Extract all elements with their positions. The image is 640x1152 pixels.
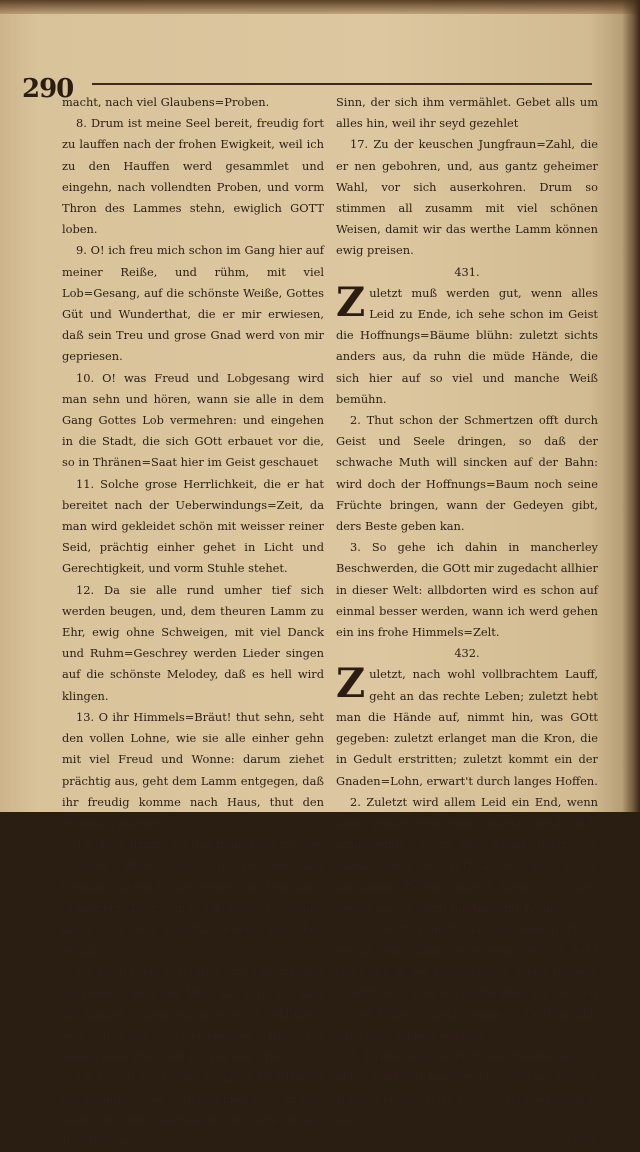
verse-10: 10. O! was Freud und Lobgesang wird man sehn und hören, wann sie alle in dem Gang Gottes Lob vermehren: und eingehen in die Stadt, die sich GOtt erbauet vor die, so in Thränen=Saat hier im Geist geschauet: [62, 370, 324, 470]
page-top-edge: [0, 0, 640, 14]
first-verse-text: uletzt muß werden gut, wenn alles Leid zu Ende, ich sehe schon im Geist die Hoffnungs=Bäume blühn: zuletzt sichts anders aus, da ruhn die müde Hände, die sich hier auf so viel und manche Weiß bemühn.: [336, 285, 598, 406]
hymn-verse: 2. Thut schon der Schmertzen offt durch Geist und Seele dringen, so daß der schwache Muth will sincken auf der Bahn: wird doch der Hoffnungs=Baum noch seine Früchte bringen, wann der Gedeyen gibt, ders Beste geben kan.: [336, 413, 598, 534]
verse-12: 12. Da sie alle rund umher tief sich werden beugen, und, dem theuren Lamm zu Ehr, ewig ohne Schweigen, mit viel Danck und Ruhm=Geschrey werden Lieder singen auf die schönste Melodey, daß es hell wird klingen.: [62, 582, 324, 703]
right-column: [336, 92, 598, 1152]
hymn-first-verse: [336, 660, 598, 791]
book-gutter: [622, 0, 640, 812]
page-number: 290: [22, 74, 74, 104]
hymn-verse: 3. So gehe ich dahin in mancherley Beschwerden, die GOtt mir zugedacht allhier in dieser Welt: allbdorten wird es schon auf einmal besser werden, wann ich werd gehen ein ins frohe Himmels=Zelt.: [336, 540, 598, 640]
drop-capital: Z: [336, 278, 366, 326]
hymn-verse: 2. Zuletzt wird allem Leid ein End, wenn lang genug gestritten; zuletzt wird alles umgewendt, wenn alle Feind bestritten: zuletzt sieht es gantz anders aus, als in betrübten Zeiten; zuletzt theilt GOtt den Segen aus, u. lohnt mit tausend Freude: [336, 794, 598, 915]
hymn-verse: 4. Drum muß die Hoffnung bleiben fest in allem Leid und Jammer, hier sind wir fremde Wander=Gäst, dort ist die Ruhe=Kammer: der: [336, 1049, 598, 1127]
verse-continuation: macht, nach viel Glaubens=Proben.: [62, 95, 270, 109]
verse-15: 15. Haltet den verlobten Sinn jungfräulich im Gehen: geht der Welt das thre hin, daß ihr könnet stehen, wann sie euch verführen will durch ihr Lock=Geberden. Habt vor Augen euer Ziel, weil ihr von der Erden: [62, 964, 324, 1064]
verse-8: 8. Drum ist meine Seel bereit, freudig fort zu lauffen nach der frohen Ewigkeit, weil ich zu den Hauffen werd gesammlet und eingehn, nach vollendten Proben, und vorm Thron des Lammes stehn, ewiglich GOTT loben.: [62, 116, 324, 237]
verse-11: 11. Solche grose Herrlichkeit, die er hat bereitet nach der Ueberwindungs=Zeit, da man wird gekleidet schön mit weisser reiner Seid, prächtig einher gehet in Licht und Gerechtigkeit, und vorm Stuhle stehet.: [62, 476, 324, 576]
verse-continuation: Sinn, der sich ihm vermählet. Gebet alls um alles hin, weil ihr seyd gezehlet: [336, 95, 598, 131]
verse-14: 14. Und stimmt an das neue Lied mit viel schönen Weisen, thut in Hertzen und Gemüth unsern König preisen mit sehr hoch erhabnem Thon, und mit hellem Schalle, damit ihm, dem Jungfraun=Sohn, euer Lob gefalle.: [62, 837, 324, 958]
hymn-431: [336, 262, 598, 644]
first-verse-text: uletzt, nach wohl vollbrachtem Lauff, geht an das rechte Leben; zuletzt hebt man die Hände auf, nimmt hin, was GOtt gegeben: zuletzt erlanget man die Kron, die in Gedult erstritten; zuletzt kommt ein der Gnaden=Lohn, erwart't durch langes Hoffen.: [336, 667, 598, 788]
hymn-first-verse: [336, 278, 598, 410]
hymn-432: [336, 643, 598, 1131]
hymn-verse: 3. Zuletzt kommt man zu seinem Theil, ererbt, was lang verheissen; zuletzt wird GOtt uns in der Eil aus allem Elend reissen. Zuletzt sieht man ein andre Welt, als hier auf dieser Erden. Zuletzt, wann es GOtt gefällt, wird alles anders werden.: [336, 921, 598, 1042]
catchword: Jam=: [566, 1133, 598, 1148]
left-column: [62, 92, 324, 1152]
hymn-number: 431.: [454, 264, 480, 279]
verse-16: 16. Durch des reinen Lammes Blut theuer ausgekauffet: das muß kommen euch zu gut, wann ihr ihm nachlauffet in dem reinen Jungfraun=: [62, 1070, 324, 1148]
hymn-number: 432.: [454, 646, 480, 661]
drop-capital: Z: [336, 660, 366, 708]
verse-17: 17. Zu der keuschen Jungfraun=Zahl, die er nen gebohren, und, aus gantz geheimer Wahl, vor sich auserkohren. Drum so stimmen all zusamm mit viel schönen Weisen, damit wir das werthe Lamm können ewig preisen.: [336, 137, 598, 258]
verse-9: 9. O! ich freu mich schon im Gang hier auf meiner Reiße, und rühm, mit viel Lob=Gesang, auf die schönste Weiße, Gottes Güt und Wunderthat, die er mir erwiesen, daß sein Treu und grose Gnad werd von mir gepriesen.: [62, 243, 324, 364]
verse-13: 13. O ihr Himmels=Bräut! thut sehn, seht den vollen Lohne, wie sie alle einher gehn mit viel Freud und Wonne: darum ziehet prächtig aus, geht dem Lamm entgegen, daß ihr freudig komme nach Haus, thut den Schmuck anlegen.: [62, 709, 324, 830]
header-rule: [92, 83, 592, 85]
